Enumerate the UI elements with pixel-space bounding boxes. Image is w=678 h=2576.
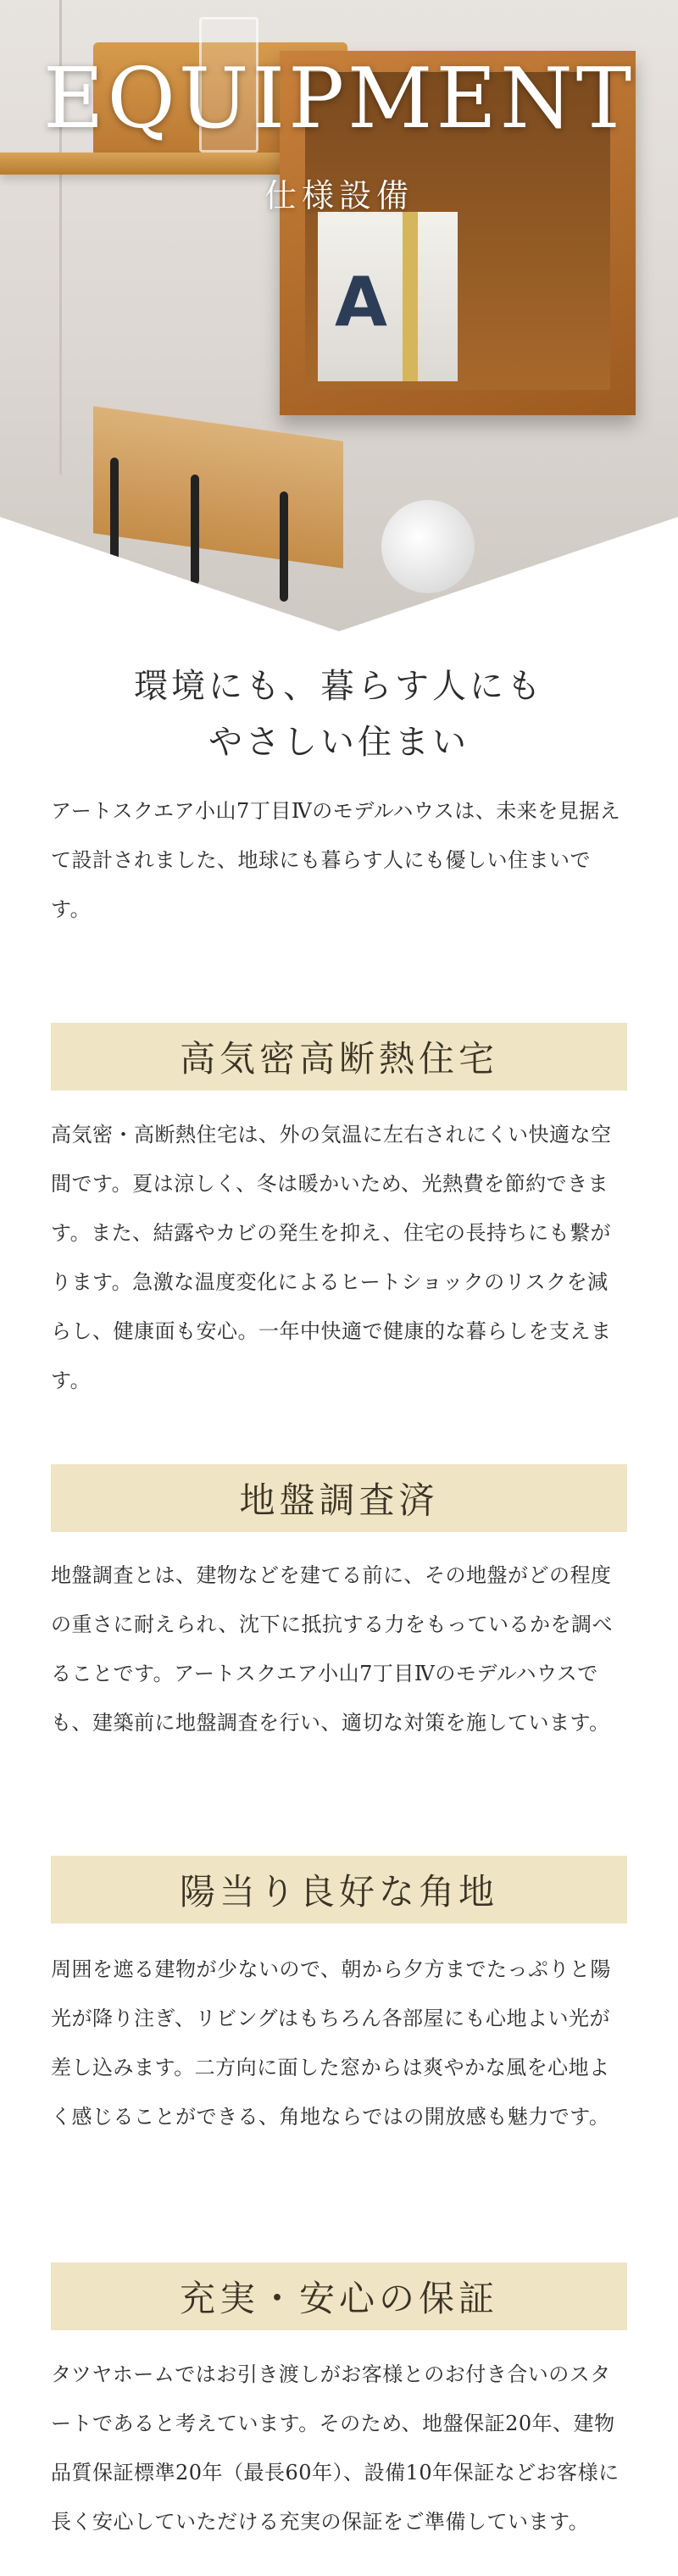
hero-banner (0, 0, 678, 631)
section-heading-ground-survey: 地盤調査済 (51, 1464, 627, 1532)
section-text-corner-lot: 周囲を遮る建物が少ないので、朝から夕方までたっぷりと陽光が降り注ぎ、リビングはもちろん各部屋にも心地よい光が差し込みます。二方向に面した窓からは爽やかな風を心地よく感じることができる、角地ならではの開放感も魅力です。 (51, 1957, 612, 2129)
intro-text: アートスクエア小山7丁目Ⅳのモデルハウスは、未来を見据えて設計されました、地球にも暮らす人にも優しい住まいです。 (51, 799, 621, 921)
hero-gift-box-letter-mark: A (335, 263, 387, 341)
section-text-insulation: 高気密・高断熱住宅は、外の気温に左右されにくい快適な空間です。夏は涼しく、冬は暖かいため、光熱費を節約できます。また、結露やカビの発生を抑え、住宅の長持ちにも繋がります。急激な温度変化によるヒートショックのリスクを減らし、健康面も安心。一年中快適で健康的な暮らしを支えます。 (51, 1123, 612, 1392)
section-heading-insulation: 高気密高断熱住宅 (51, 1023, 627, 1091)
intro-heading-line-2: やさしい住まい (208, 723, 470, 762)
section-heading-corner-lot: 陽当り良好な角地 (51, 1856, 627, 1924)
section-text-ground-survey: 地盤調査とは、建物などを建てる前に、その地盤がどの程度の重さに耐えられ、沈下に抵抗する力をもっているかを調べることです。アートスクエア小山7丁目Ⅳのモデルハウスでも、建築前に地盤調査を行い、適切な対策を施しています。 (51, 1563, 613, 1735)
intro-heading (0, 658, 678, 770)
section-heading-warranty: 充実・安心の保証 (51, 2262, 627, 2330)
hero-chevron-cut (0, 0, 678, 631)
page-title: EQUIPMENT (42, 51, 636, 147)
section-text-warranty: タツヤホームではお引き渡しがお客様とのお付き合いのスタートであると考えています。そのため、地盤保証20年、建物品質保証標準20年（最長60年）、設備10年保証などお客様に長く安心していただける充実の保証をご準備しています。 (51, 2362, 620, 2534)
page-subtitle: 仕様設備 (264, 177, 414, 214)
intro-heading-line-1: 環境にも、暮らす人にも (134, 667, 544, 706)
